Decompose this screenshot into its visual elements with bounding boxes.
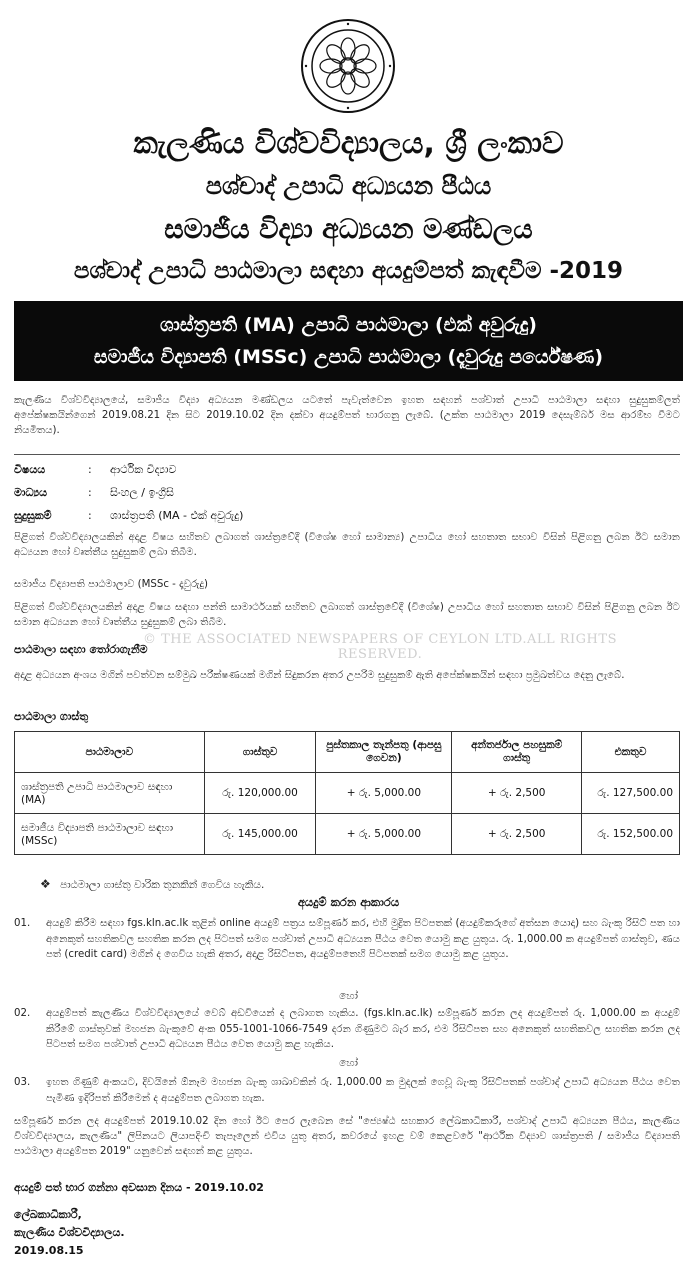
qualification-ma: පිළිගත් විශ්වවිද්‍යාලයකින් අදාළ විෂය සහිතව ලබාගත් ශාස්ත්‍රවේදී (විශේෂ හෝ සාමාන්‍ය) උපාධිය හෝ සහතාත සභාව විසින් පිළිගනු ලබන ඊට සමාන අධ්‍යයන හෝ වෘත්තීය සුදුසුකම් ලබා තිබීම. (14, 532, 680, 558)
table-cell: + රු. 5,000.00 (316, 773, 452, 814)
detail-key: විෂයය (14, 463, 46, 476)
step-text: අයදුම් කිරීම සඳහා fgs.kln.ac.lk තුළින් online අයදුම් පත්‍රය සම්පූර්ණ කර, එහි මුද්‍රිත පිටපතක් (අයදුම්කරුගේ අත්සන යොදා) සහ බැංකු රිසිට් පත හා අනෙකුත් සහතිකවල සහතික කරන ලද පිටපත් සමග පශ්චාත් උපාධි අධ්‍යයන පීඨය වෙත යොමු කළ යුතුය. රු. 1,000.00 ක අයදුම්පත් ගාස්තුව, ණය පත් (credit card) මගින් ද ගෙවිය හැකි අතර, අදාළ රිසිට්පත, අයදුම්පතෙහි පිටපතක් සමග යොමු කළ යුතුය. (46, 918, 680, 960)
table-header-row (15, 732, 680, 773)
banner-line-mssc: සමාජීය විද්‍යාපති (MSSc) උපාධි පාඨමාලා (දෑවුරුදු පර්යේෂණ) (93, 346, 604, 368)
detail-colon: : (88, 509, 92, 522)
step-number: 02. (14, 1008, 31, 1019)
table-row (15, 773, 680, 814)
table-cell: + රු. 2,500 (452, 773, 582, 814)
step-number: 01. (14, 918, 31, 929)
detail-value: ශාස්ත්‍රපති (MA - එක් අවුරුදු) (110, 509, 244, 522)
apply-heading: අයදුම් කරන ආකාරය (297, 895, 400, 909)
detail-value: ආර්ථික විද්‍යාව (110, 463, 177, 476)
column-header: පාඨමාලාව (15, 732, 205, 773)
faculty-title: පශ්චාද් උපාධි අධ්‍යයන පීඨය (205, 172, 492, 200)
table-cell: රු. 152,500.00 (582, 814, 680, 855)
university-crest-logo (300, 18, 396, 114)
copyright-watermark: © THE ASSOCIATED NEWSPAPERS OF CEYLON LTD.ALL RIGHTS RESERVED. (143, 632, 617, 662)
or-separator: හෝ (339, 1057, 358, 1069)
mssc-heading: සමාජීය විද්‍යාපති පාඨමාලාව (MSSc - දෑවුරුදු) (14, 579, 208, 590)
table-row (15, 814, 680, 855)
apply-step-3 (14, 1075, 680, 1107)
board-title: සමාජීය විද්‍යා අධ්‍යයන මණ්ඩලය (164, 214, 533, 245)
call-title: පශ්චාද් උපාධි පාඨමාලා සඳහා අයදුම්පත් කැඳවීම -2019 (73, 258, 624, 284)
column-header: ගාස්තුව (204, 732, 316, 773)
university-title: කැලණිය විශ්වවිද්‍යාලය, ශ්‍රී ලංකාව (133, 126, 564, 161)
fees-note-text: පාඨමාලා ගාස්තු වාරික තුනකින් ගෙවිය හැකිය. (60, 879, 265, 891)
fees-table (14, 731, 680, 855)
table-cell: රු. 145,000.00 (204, 814, 316, 855)
signature-title: ලේඛකාධිකාරී, (14, 1208, 82, 1221)
detail-key: මාධ්‍යය (14, 486, 48, 499)
or-separator: හෝ (339, 990, 358, 1002)
table-cell: + රු. 2,500 (452, 814, 582, 855)
table-cell: + රු. 5,000.00 (316, 814, 452, 855)
qualification-mssc: පිළිගත් විශ්වවිද්‍යාලයකින් අදාළ විෂය සඳහා පන්ති සාමාර්ථයක් සහිතව ලබාගත් ශාස්ත්‍රවේදී (විශේෂ) උපාධිය හෝ සහතාත සභාව විසින් පිළිගනු ලබන ඊට සමාන අධ්‍යයන හෝ වෘත්තීය සුදුසුකම් ලබා තිබීම. (14, 602, 680, 628)
detail-colon: : (88, 486, 92, 499)
column-header: එකතුව (582, 732, 680, 773)
intro-paragraph: කැලණිය විශ්වවිද්‍යාලයේ, සමාජීය විද්‍යා අධ්‍යයන මණ්ඩලය යටතේ පැවැත්වෙන ඉහත සඳහන් පශ්චාත් උපාධි පාඨමාලා සඳහා සුදුසුකම්ලත් අපේක්ෂකයින්ගෙන් 2019.08.21 දින සිට 2019.10.02 දින දක්වා අයදුම්පත් භාරගනු ලැබේ. (උක්ත පාඨමාලා 2019 දෙසැම්බර් මස ආරම්භ වීමට නියමිතය). (14, 395, 680, 436)
detail-colon: : (88, 463, 92, 476)
table-cell: ශාස්ත්‍රපති උපාධි පාඨමාලාව සඳහා (MA) (15, 773, 205, 814)
divider (14, 454, 680, 455)
selection-text: අදාළ අධ්‍යයන අංශය මගින් පවත්වන සම්මුඛ පරීක්ෂණයක් මගින් සිදුකරන අතර උපරිම සුදුසුකම් ඇති අපේක්ෂකයින් සඳහා ප්‍රමුඛත්වය දෙනු ලැබේ. (14, 670, 625, 681)
signature-org: කැලණිය විශ්වවිද්‍යාලය. (14, 1226, 125, 1239)
closing-date: අයදුම් පත් භාර ගන්නා අවසාන දිනය - 2019.10.02 (14, 1181, 264, 1194)
submission-paragraph: සම්පූර්ණ කරන ලද අයදුම්පත් 2019.10.02 දින හෝ ඊට පෙර ලැබෙන සේ "ජ්‍යෙෂ්ඨ සහකාර ලේඛකාධිකාරී, පශ්චාද් උපාධි අධ්‍යයන පීඨය, කැලණිය විශ්වවිද්‍යාලය, කැලණිය" ලිපිනයට ලියාපදිංචි තැපෑලෙන් එවිය යුතු අතර, කවරයේ ඉහළ වම් කෙළවරේ "ආර්ථික විද්‍යාව ශාස්ත්‍රපති / සමාජීය විද්‍යාපති පාඨමාලා අයදුම්පත 2019" යනුවෙන් සඳහන් කළ යුතුය. (14, 1116, 680, 1157)
fees-note (40, 877, 264, 892)
selection-heading: පාඨමාලා සඳහා තෝරාගැනීම (14, 643, 148, 656)
programme-banner (14, 301, 683, 381)
table-cell: සමාජීය විද්‍යාපති පාඨමාලාව සඳහා (MSSc) (15, 814, 205, 855)
table-cell: රු. 120,000.00 (204, 773, 316, 814)
detail-key: සුදුසුකම් (14, 509, 52, 522)
banner-line-ma: ශාස්ත්‍රපති (MA) උපාධි පාඨමාලා (එක් අවුරුදු) (160, 314, 537, 336)
detail-value: සිංහල / ඉංග්‍රීසි (110, 486, 174, 499)
diamond-star-icon: ❖ (40, 877, 51, 891)
table-cell: රු. 127,500.00 (582, 773, 680, 814)
step-text: ඉහත ගිණුම් අංකයට, දිවයිනේ ඕනෑම මහජන බැංකු ශාඛාවකින් රු. 1,000.00 ක මුදලක් ගෙවූ බැංකු රිසිට්පතක් පශ්චාද් උපාධි අධ්‍යයන පීඨය වෙත පැමිණ ඉදිරිපත් කිරීමෙන් ද අයදුම්පත ලබාගත හැක. (46, 1077, 680, 1104)
apply-step-1 (14, 916, 680, 996)
column-header: පුස්තකාල තැන්පතු (ආපසු ගෙවන) (316, 732, 452, 773)
column-header: අන්තර්ජාල පහසුකම් ගාස්තු (452, 732, 582, 773)
signature-date: 2019.08.15 (14, 1244, 84, 1257)
fees-heading: පාඨමාලා ගාස්තු (14, 710, 89, 723)
step-number: 03. (14, 1077, 31, 1088)
step-text: අයදුම්පත් කැලණිය විශ්වවිද්‍යාලයේ වෙබ් අඩවියෙන් ද ලබාගත හැකිය. (fgs.kln.ac.lk) සම්පූර්ණ කරන ලද අයදුම්පත් රු. 1,000.00 ක අයදුම් කිරීමේ ගාස්තුවක් මහජන බැංකුවේ අංක 055-1001-1066-7549 දරන ගිණුමට බැර කර, එම රිසිට්පත සහ අනෙකුත් සහතිකවල සහතික කරන ලද පිටපත් සමග පශ්චාත් උපාධි අධ්‍යයන පීඨය වෙත යොමු කළ හැකිය. (46, 1008, 680, 1050)
